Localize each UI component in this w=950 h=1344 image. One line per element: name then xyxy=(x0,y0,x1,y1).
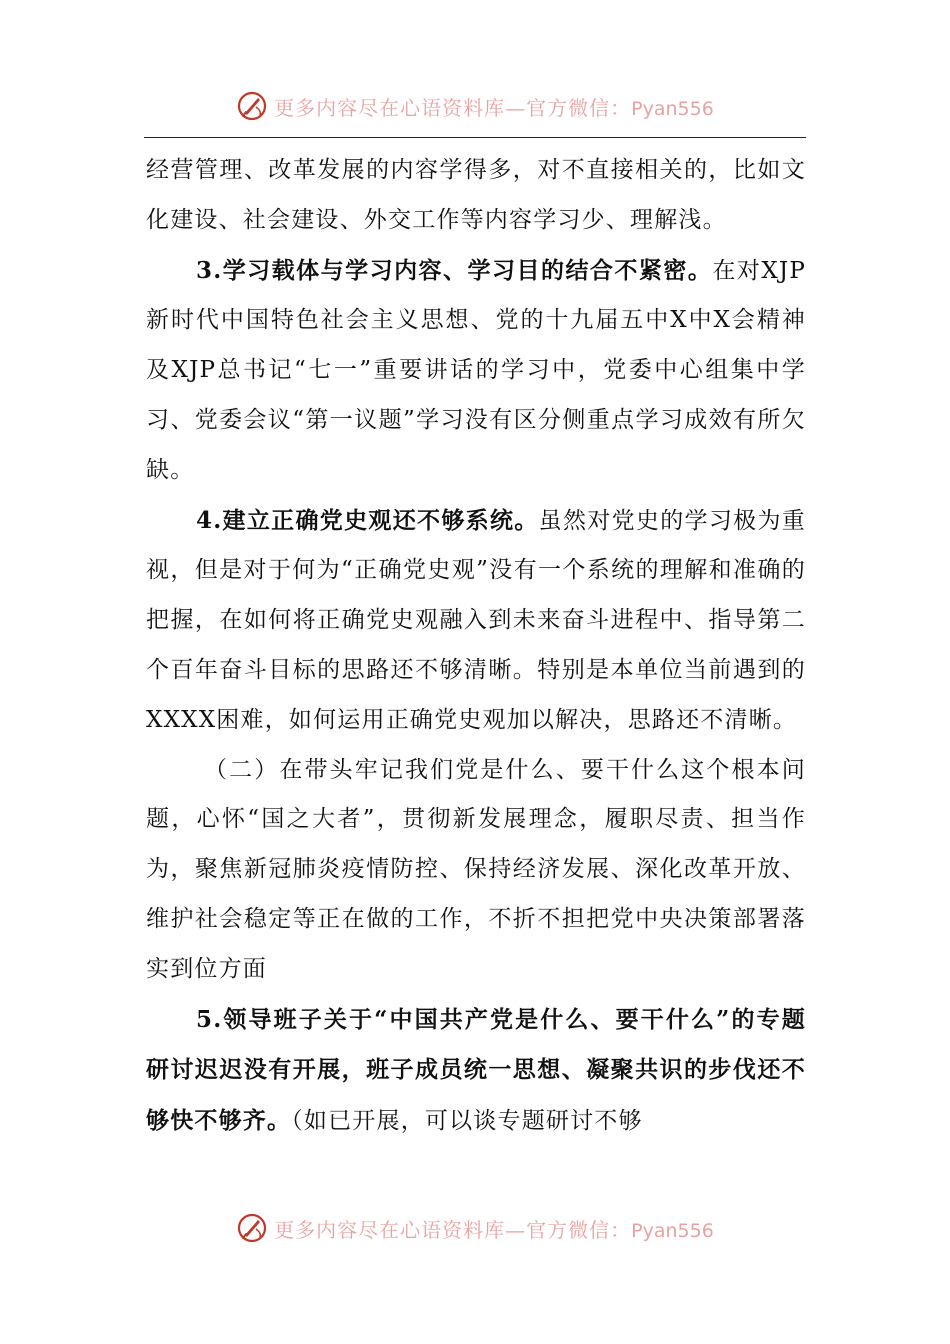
paragraph-3 xyxy=(146,496,806,746)
section-heading-5: 5.领导班子关于“中国共产党是什么、要干什么”的专题研讨迟迟没有开展，班子成员统一思想、凝聚共识的步伐还不够快不够齐。 xyxy=(146,1005,806,1135)
paragraph-4 xyxy=(146,746,806,995)
subsection-heading-2: （二）在带头牢记我们党是什么、要干什么这个根本问题，心怀“国之大者”，贯彻新发展理念，履职尽责、担当作为，聚焦新冠肺炎疫情防控、保持经济发展、深化改革开放、维护社会稳定等正在做的工作，不折不担把党中央决策部署落实到位方面 xyxy=(146,756,806,982)
quill-logo-icon xyxy=(236,90,268,122)
footer-banner xyxy=(0,1208,950,1248)
banner-label: 更多内容尽在心语资料库—官方微信： xyxy=(274,1217,632,1242)
paragraph-1 xyxy=(146,146,806,246)
banner-text xyxy=(274,1214,714,1243)
banner-text xyxy=(274,92,714,121)
paragraph-text: （如已开展，可以谈专题研讨不够 xyxy=(291,1108,643,1135)
document-body xyxy=(146,146,806,1147)
quill-logo-icon xyxy=(236,1212,268,1244)
paragraph-2 xyxy=(146,246,806,496)
wechat-id: Pyan556 xyxy=(631,1219,714,1242)
wechat-id: Pyan556 xyxy=(631,97,714,120)
section-heading-3: 3.学习载体与学习内容、学习目的结合不紧密。 xyxy=(196,256,713,284)
section-heading-4: 4.建立正确党史观还不够系统。 xyxy=(196,506,539,534)
paragraph-text: 在对XJP新时代中国特色社会主义思想、党的十九届五中X中X会精神及XJP总书记“七一”重要讲话的学习中，党委中心组集中学习、党委会议“第一议题”学习没有区分侧重点学习成效有所欠缺。 xyxy=(146,257,806,483)
paragraph-text: 虽然对党史的学习极为重视，但是对于何为“正确党史观”没有一个系统的理解和准确的把握，在如何将正确党史观融入到未来奋斗进程中、指导第二个百年奋斗目标的思路还不够清晰。特别是本单位当前遇到的XXXX困难，如何运用正确党史观加以解决，思路还不清晰。 xyxy=(146,507,806,733)
header-banner xyxy=(0,86,950,126)
paragraph-5 xyxy=(146,995,806,1147)
header-divider xyxy=(144,137,806,138)
banner-label: 更多内容尽在心语资料库—官方微信： xyxy=(274,95,632,120)
paragraph-text: 经营管理、改革发展的内容学得多，对不直接相关的，比如文化建设、社会建设、外交工作等内容学习少、理解浅。 xyxy=(146,157,806,233)
